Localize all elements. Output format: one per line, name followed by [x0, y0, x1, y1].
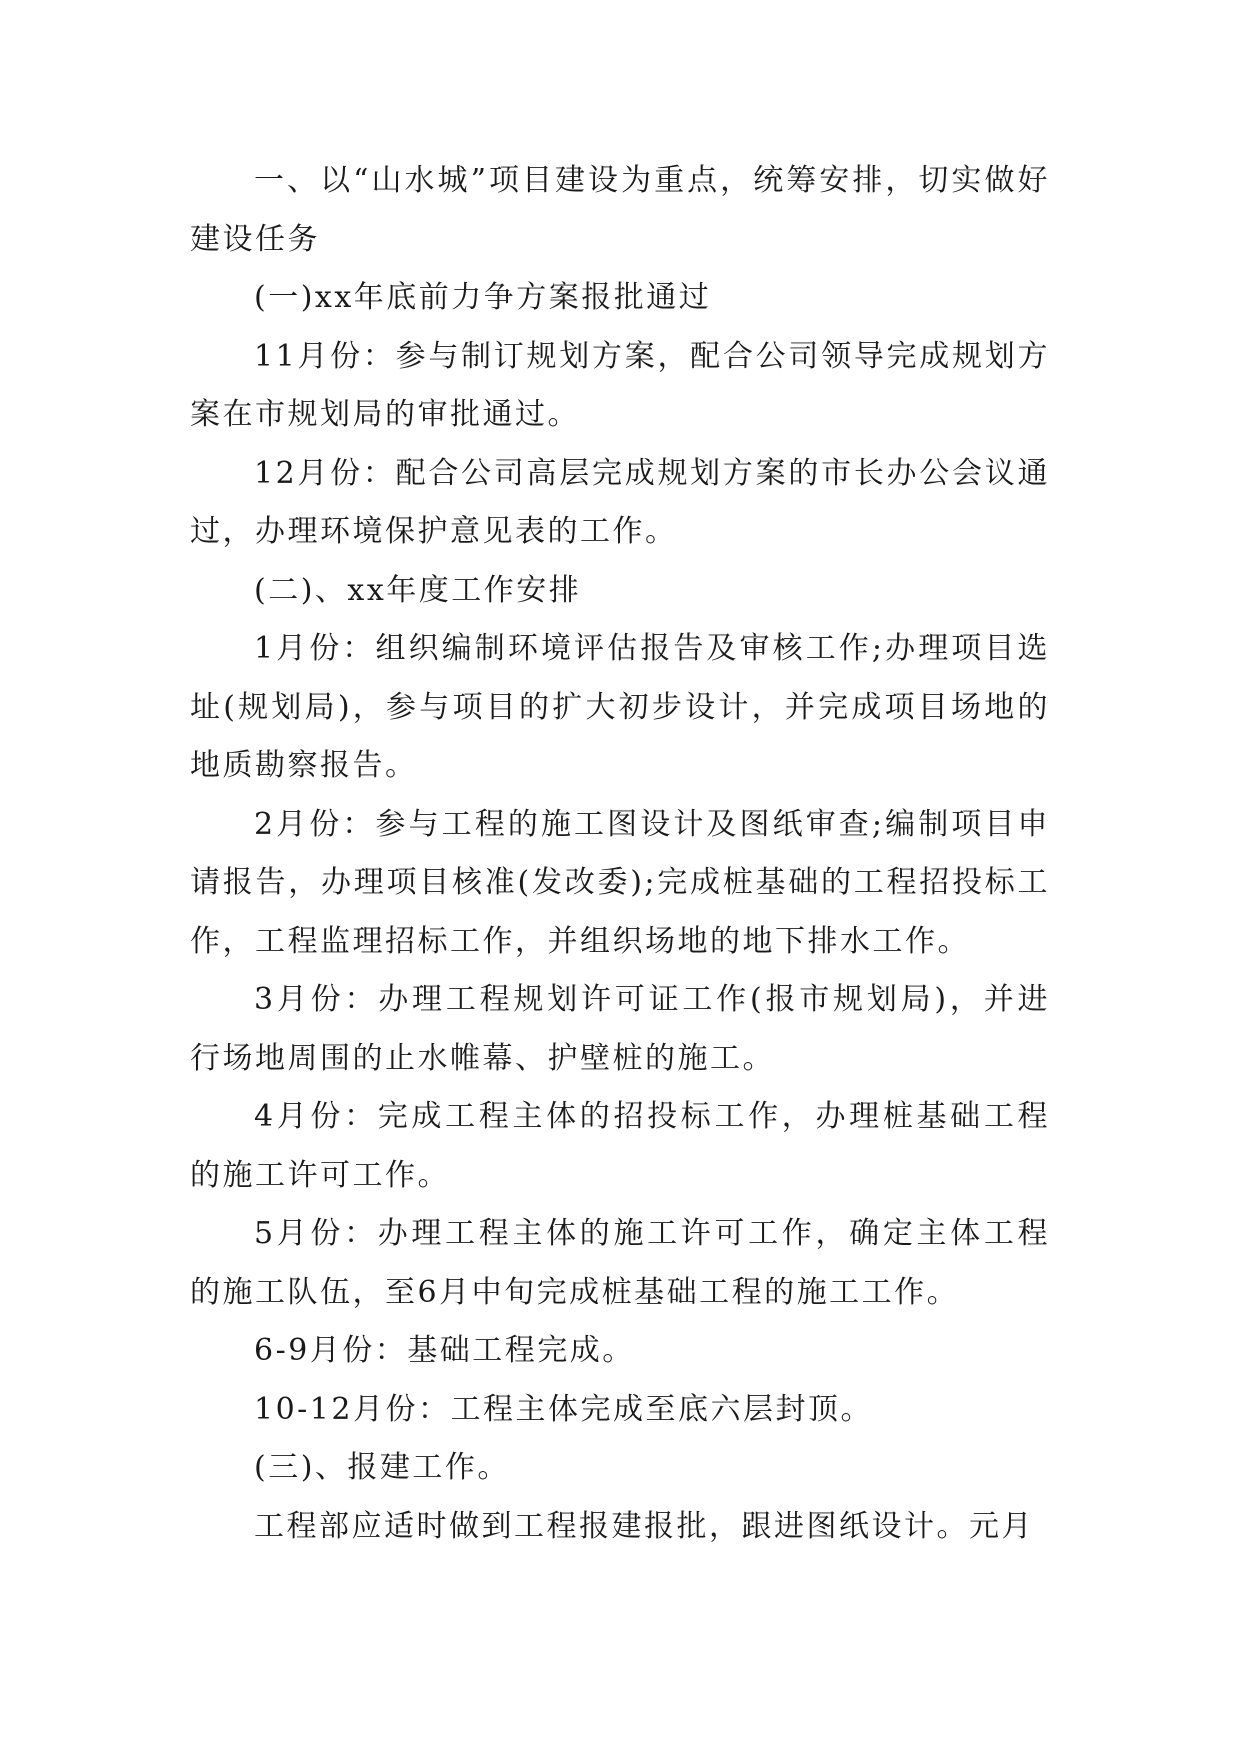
document-body	[190, 152, 1050, 1556]
subheading-three: (三)、报建工作。	[254, 1450, 510, 1485]
subheading-one: (一)xx年底前力争方案报批通过	[254, 280, 712, 315]
subheading-two: (二)、xx年度工作安排	[254, 572, 582, 608]
paragraph-february: 2月份：参与工程的施工图设计及图纸审查;编制项目申请报告，办理项目核准(发改委);完成桩基础的工程招投标工作，工程监理招标工作，并组织场地的地下排水工作。	[190, 806, 1050, 959]
paragraph-june-september: 6-9月份：基础工程完成。	[254, 1333, 635, 1368]
heading-section-one: 一、以“山水城”项目建设为重点，统筹安排，切实做好建设任务	[190, 163, 1050, 257]
paragraph-december: 12月份：配合公司高层完成规划方案的市长办公会议通过，办理环境保护意见表的工作。	[190, 455, 1050, 549]
paragraph-october-december: 10-12月份：工程主体完成至底六层封顶。	[254, 1391, 873, 1427]
paragraph-march: 3月份：办理工程规划许可证工作(报市规划局)，并进行场地周围的止水帷幕、护壁桩的施工。	[190, 982, 1050, 1076]
paragraph-april: 4月份：完成工程主体的招投标工作，办理桩基础工程的施工许可工作。	[190, 1099, 1050, 1193]
paragraph-reporting: 工程部应适时做到工程报建报批，跟进图纸设计。元月	[254, 1508, 1034, 1544]
paragraph-january: 1月份：组织编制环境评估报告及审核工作;办理项目选址(规划局)，参与项目的扩大初步设计，并完成项目场地的地质勘察报告。	[190, 631, 1050, 783]
paragraph-november: 11月份：参与制订规划方案，配合公司领导完成规划方案在市规划局的审批通过。	[190, 338, 1050, 432]
paragraph-may: 5月份：办理工程主体的施工许可工作，确定主体工程的施工队伍，至6月中旬完成桩基础工程的施工工作。	[190, 1216, 1050, 1310]
